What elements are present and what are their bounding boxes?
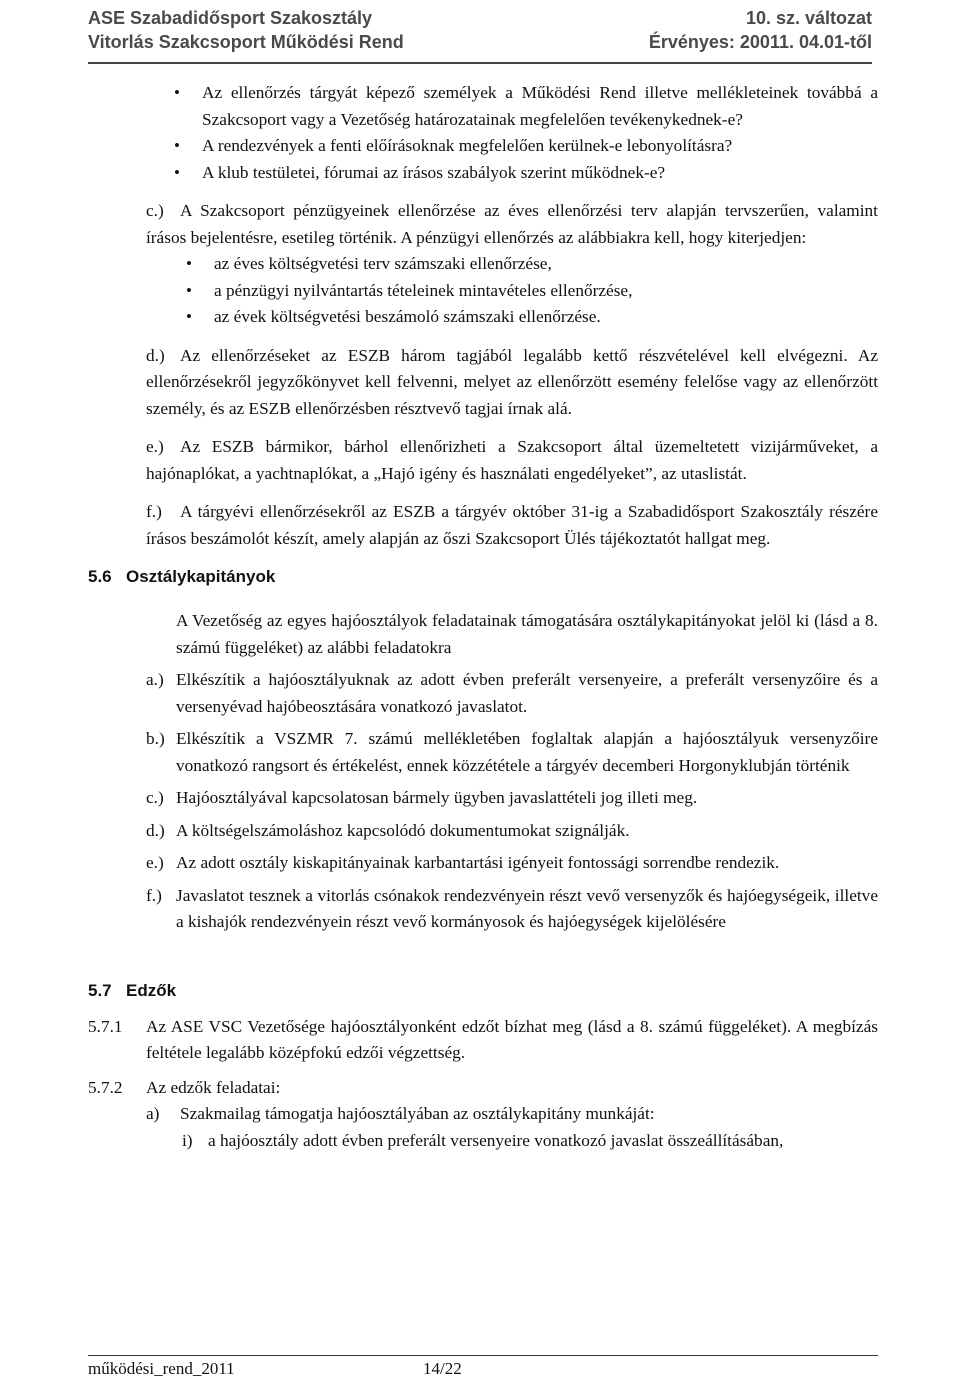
item-text: Hajóosztályával kapcsolatosan bármely ügyben javaslattételi jog illeti meg. [176, 788, 698, 807]
list-item: • az éves költségvetési terv számszaki ellenőrzése, [182, 251, 878, 278]
subsection-5-7-2 [88, 1075, 878, 1102]
page-number: 14/22 [423, 1359, 462, 1378]
page-body [88, 80, 878, 1154]
list-item [146, 883, 878, 936]
item-d [146, 343, 878, 423]
item-label: i) [182, 1130, 193, 1150]
header-divider [88, 62, 872, 64]
item-text: a hajóosztály adott évben preferált versenyeire vonatkozó javaslat összeállításában, [208, 1130, 784, 1150]
list-item: • az évek költségvetési beszámoló számszaki ellenőrzése. [182, 304, 878, 331]
intro-bullet-list [170, 80, 878, 186]
list-item: • Az ellenőrzés tárgyát képező személyek a Működési Rend illetve mellékleteinek továbbá a Szakcsoport vagy a Vezetőség határozatainak megfelelően tevékenykednek-e? [170, 80, 878, 133]
item-label: b.) [146, 729, 165, 748]
header-doc-title: Vitorlás Szakcsoport Működési Rend [88, 32, 404, 52]
item-text: Elkészítik a VSZMR 7. számú mellékletében foglaltak alapján a hajóosztályuk versenyzőire vonatkozó rangsort és értékelést, ennek közzététele a tárgyév decemberi Horgonyklubján történik [176, 729, 878, 775]
item-text: Elkészítik a hajóosztályuknak az adott évben preferált versenyeire, a preferált versenyzőire és a versenyévad hajóbeosztására vonatkozó javaslatot. [176, 670, 878, 716]
header-version: 10. sz. változat [745, 8, 872, 28]
item-label: e.) [146, 853, 164, 872]
section-5-6-intro: A Vezetőség az egyes hajóosztályok feladatainak támogatására osztálykapitányokat jelöl ki (lásd a 8. számú függeléket) az alábbi feladatokra [176, 611, 878, 657]
item-text: Az ESZB bármikor, bárhol ellenőrizheti a Szakcsoport által üzemeltetett vizijárműveket, a hajónaplókat, a yachtnaplókat, a „Hajó igény és használati engedélyeket”, az utaslistát. [146, 437, 878, 483]
item-text: Javaslatot tesznek a vitorlás csónakok rendezvényein részt vevő versenyzők és hajóegységeik, illetve a kishajók rendezvényein részt vevő kormányosok és hajóegységek kijelölésére [176, 885, 878, 931]
item-text: A tárgyévi ellenőrzésekről az ESZB a tárgyév október 31-ig a Szabadidősport Szakosztály részére írásos beszámolót készít, amely alapján az őszi Szakcsoport Ülés tájékoztatót hallgat meg. [146, 502, 878, 548]
section-number: 5.6 [88, 567, 112, 586]
list-item [146, 785, 878, 812]
item-label: d.) [146, 345, 165, 365]
list-item: • a pénzügyi nyilvántartás tételeinek mintavételes ellenőrzése, [182, 278, 878, 305]
list-item [146, 667, 878, 720]
subsection-5-7-1 [88, 1014, 878, 1067]
item-label: a) [146, 1104, 160, 1123]
item-text: A költségelszámoláshoz kapcsolódó dokumentumokat szignálják. [176, 820, 630, 840]
item-label: a.) [146, 670, 164, 689]
header-org: ASE Szabadidősport Szakosztály [88, 8, 373, 28]
item-e [146, 434, 878, 487]
list-item: • A klub testületei, fórumai az írásos szabályok szerint működnek-e? [170, 160, 878, 187]
section-title: Edzők [126, 980, 177, 1000]
item-label: f.) [146, 885, 162, 905]
section-title: Osztálykapitányok [126, 567, 276, 586]
subsection-text: Az ASE VSC Vezetősége hajóosztályonként edzőt bízhat meg (lásd a 8. számú függeléket). A megbízás feltétele legalább középfokú edzői végzettség. [146, 1016, 878, 1062]
item-f [146, 499, 878, 552]
list-item: • A rendezvények a fenti előírásoknak megfelelően kerülnek-e lebonyolításra? [170, 133, 878, 160]
item-text: Az ellenőrzéseket az ESZB három tagjából legalább kettő részvételével kell elvégezni. Az ellenőrzésekről jegyzőkönyvet kell felvenni, melyet az ellenőrzött esemény felelőse vagy az ellenőrzött személy, és az ESZB ellenőrzésben résztvevő tagjai írnak alá. [146, 345, 878, 418]
item-label: c.) [146, 788, 164, 807]
item-label: d.) [146, 820, 165, 840]
section-number: 5.7 [88, 980, 112, 1000]
subsection-number: 5.7.1 [88, 1016, 123, 1036]
page-footer [88, 1355, 878, 1384]
item-text: Az adott osztály kiskapitányainak karbantartási igényeit fontossági sorrendbe rendezik. [176, 853, 780, 872]
header-valid-date: Érvényes: 20011. 04.01-től [648, 32, 872, 52]
duty-item-a [146, 1101, 878, 1128]
section-heading-5-7 [88, 978, 878, 1004]
footer-filename: működési_rend_2011 [88, 1359, 235, 1378]
list-item [146, 818, 878, 845]
item-label: e.) [146, 437, 164, 456]
page-header [88, 8, 872, 66]
item-label: f.) [146, 502, 162, 521]
section-heading-5-6 [88, 564, 878, 590]
c-bullet-list [182, 251, 878, 331]
list-item [146, 850, 878, 877]
item-text: A Szakcsoport pénzügyeinek ellenőrzése az éves ellenőrzési terv alapján tervszerűen, valamint írásos bejelentésre, esetileg történik. A pénzügyi ellenőrzés az alábbiakra kell, hogy kiterjedjen: [146, 201, 878, 247]
item-text: Szakmailag támogatja hajóosztályában az osztálykapitány munkáját: [180, 1104, 655, 1123]
list-item [146, 726, 878, 779]
duty-subitem-i [182, 1128, 878, 1155]
subsection-number: 5.7.2 [88, 1077, 123, 1097]
item-c [146, 198, 878, 251]
subsection-text: Az edzők feladatai: [146, 1077, 281, 1097]
item-label: c.) [146, 201, 164, 220]
